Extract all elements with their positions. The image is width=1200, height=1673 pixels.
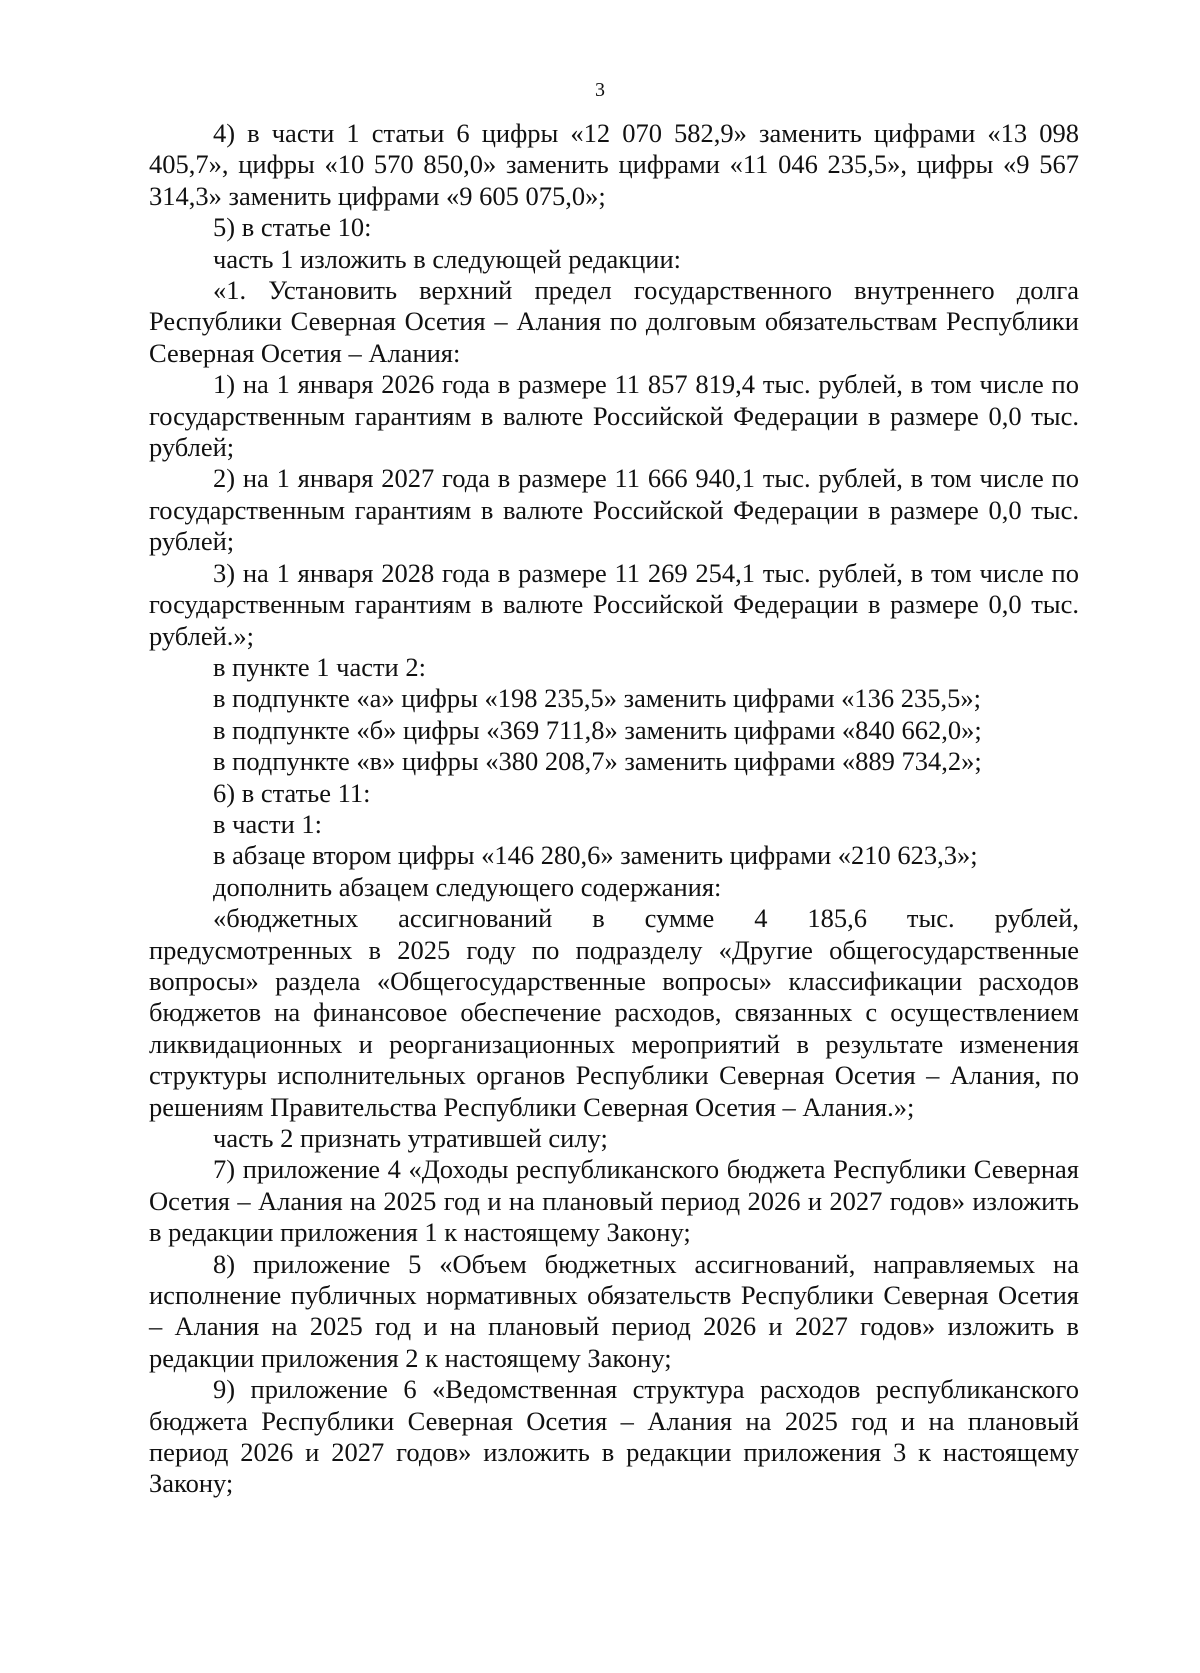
page-number: 3 [595,79,605,101]
paragraph-item-8: 8) приложение 5 «Объем бюджетных ассигнований, направляемых на исполнение публичных нормативных обязательств Республики Северная Осетия – Алания на 2025 год и на плановый период 2026 и 2027 годов» изложить в редакции приложения 2 к настоящему Закону; [149,1248,1079,1373]
paragraph-item-7: 7) приложение 4 «Доходы республиканского бюджета Республики Северная Осетия – Алания на 2025 год и на плановый период 2026 и 2027 годов» изложить в редакции приложения 1 к настоящему Закону; [149,1154,1079,1248]
paragraph-point1-part2: в пункте 1 части 2: [213,651,426,682]
paragraph-debt-limit: «1. Установить верхний предел государственного внутреннего долга Республики Северная Осетия – Алания по долговым обязательствам Республики Северная Осетия – Алания: [149,275,1079,368]
paragraph-budget-allocations-continued: предусмотренных в 2025 году по подразделу «Другие общегосударственные вопросы» раздела «Общегосударственные вопросы» классификации расходов бюджетов на финансовое обеспечение расходов, связанных с осуществлением ликвидационных и реорганизационных мероприятий в результате изменения структуры исполнительных органов Республики Северная Осетия – Алания, по решениям Правительства Республики Северная Осетия – Алания.»; [149,934,1079,1122]
paragraph-part1: в части 1: [213,808,322,839]
paragraph-budget-allocations: «бюджетных ассигнований в сумме 4 185,6 тыс. рублей, [213,903,1079,934]
paragraph-item-9: 9) приложение 6 «Ведомственная структура расходов республиканского бюджета Республики Северная Осетия – Алания на 2025 год и на плановый период 2026 и 2027 годов» изложить в редакции приложения 3 к настоящему Закону; [149,1374,1079,1499]
document-body [149,118,1079,1500]
paragraph-part2-void: часть 2 признать утратившей силу; [213,1123,608,1153]
paragraph-debt-2026: 1) на 1 января 2026 года в размере 11 857 819,4 тыс. рублей, в том числе по государственным гарантиям в валюте Российской Федерации в размере 0,0 тыс. рублей; [149,369,1079,463]
paragraph-item-4: 4) в части 1 статьи 6 цифры «12 070 582,9» заменить цифрами «13 098 405,7», цифры «10 570 850,0» заменить цифрами «11 046 235,5», цифры «9 567 314,3» заменить цифрами «9 605 075,0»; [149,118,1079,211]
paragraph-part1-intro: часть 1 изложить в следующей редакции: [213,243,681,274]
paragraph-debt-2028: 3) на 1 января 2028 года в размере 11 269 254,1 тыс. рублей, в том числе по государственным гарантиям в валюте Российской Федерации в размере 0,0 тыс. рублей.»; [149,557,1079,651]
paragraph-subpoint-v: в подпункте «в» цифры «380 208,7» заменить цифрами «889 734,2»; [213,746,982,777]
paragraph-add-abzac: дополнить абзацем следующего содержания: [213,871,722,902]
paragraph-debt-2027: 2) на 1 января 2027 года в размере 11 666 940,1 тыс. рублей, в том числе по государственным гарантиям в валюте Российской Федерации в размере 0,0 тыс. рублей; [149,463,1079,557]
paragraph-subpoint-b: в подпункте «б» цифры «369 711,8» заменить цифрами «840 662,0»; [213,714,982,745]
paragraph-subpoint-a: в подпункте «а» цифры «198 235,5» заменить цифрами «136 235,5»; [213,683,982,714]
paragraph-item-5: 5) в статье 10: [213,212,372,243]
paragraph-second-abzac: в абзаце втором цифры «146 280,6» заменить цифрами «210 623,3»; [213,840,978,871]
paragraph-item-6: 6) в статье 11: [213,777,371,808]
